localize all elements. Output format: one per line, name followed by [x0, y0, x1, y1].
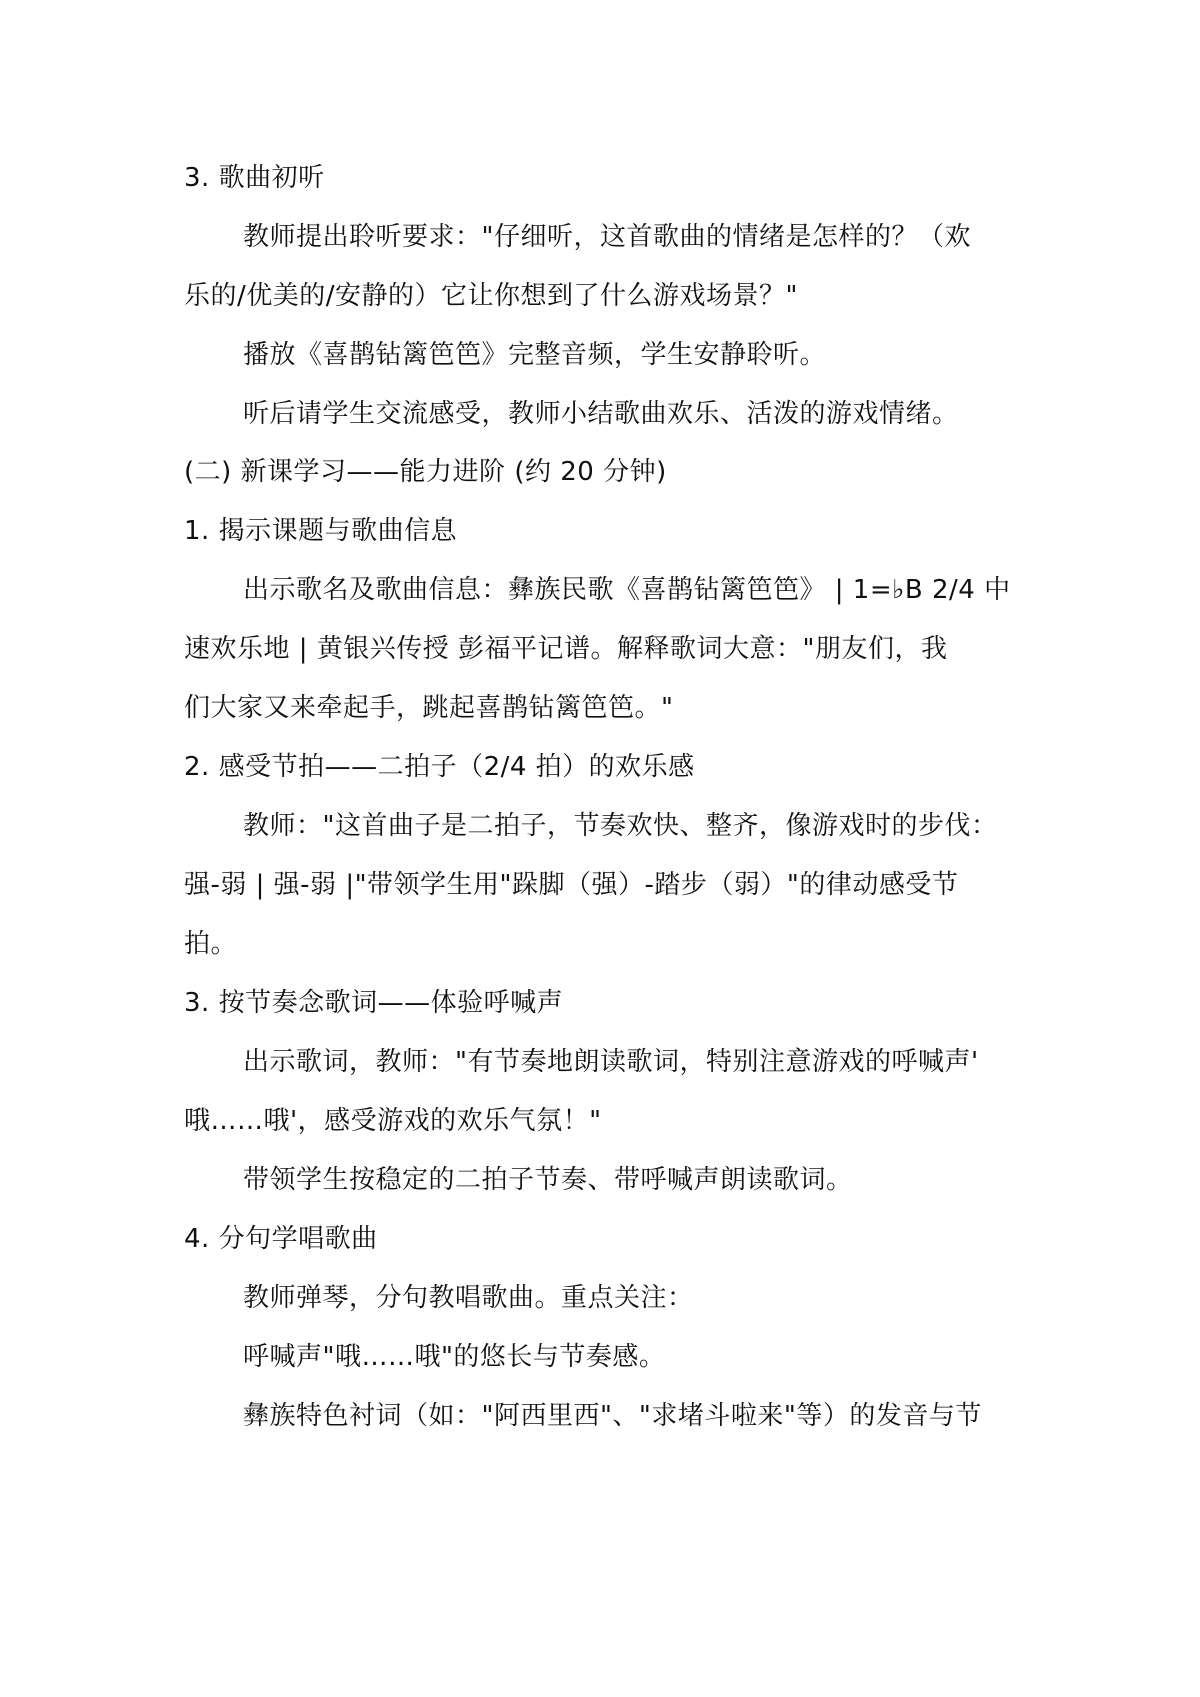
paragraph-line	[0, 1278, 1200, 1318]
heading-line	[0, 511, 1200, 551]
paragraph-line	[0, 688, 1200, 728]
paragraph-line	[0, 806, 1200, 846]
line-text: 出示歌词，教师："有节奏地朗读歌词，特别注意游戏的呼喊声'	[243, 1047, 979, 1077]
paragraph-line	[0, 865, 1200, 905]
line-text: 拍。	[184, 929, 238, 959]
paragraph-line	[0, 1160, 1200, 1200]
paragraph-line	[0, 394, 1200, 434]
line-text: 彝族特色衬词（如："阿西里西"、"求堵斗啦来"等）的发音与节	[243, 1401, 982, 1431]
line-text: 听后请学生交流感受，教师小结歌曲欢乐、活泼的游戏情绪。	[243, 399, 959, 429]
paragraph-line	[0, 1396, 1200, 1436]
paragraph-line	[0, 217, 1200, 257]
line-text: 呼喊声"哦……哦"的悠长与节奏感。	[243, 1342, 666, 1372]
line-text: (二) 新课学习——能力进阶 (约 20 分钟)	[184, 457, 667, 487]
line-text: 教师提出聆听要求："仔细听，这首歌曲的情绪是怎样的？（欢	[243, 222, 971, 252]
line-text: 速欢乐地 | 黄银兴传授 彭福平记谱。解释歌词大意："朋友们，我	[184, 634, 948, 664]
paragraph-line	[0, 335, 1200, 375]
line-text: 们大家又来牵起手，跳起喜鹊钻篱笆笆。"	[184, 693, 674, 723]
line-text: 强-弱 | 强-弱 |"带领学生用"跺脚（强）-踏步（弱）"的律动感受节	[184, 870, 959, 900]
paragraph-line	[0, 924, 1200, 964]
heading-line	[0, 158, 1200, 198]
paragraph-line	[0, 1101, 1200, 1141]
line-text: 出示歌名及歌曲信息：彝族民歌《喜鹊钻篱笆笆》 | 1=♭B 2/4 中	[243, 575, 1011, 605]
heading-line	[0, 452, 1200, 492]
line-text: 教师："这首曲子是二拍子，节奏欢快、整齐，像游戏时的步伐：	[243, 811, 998, 841]
heading-line	[0, 1219, 1200, 1259]
line-text: 教师弹琴，分句教唱歌曲。重点关注：	[243, 1283, 694, 1313]
paragraph-line	[0, 276, 1200, 316]
paragraph-line	[0, 570, 1200, 610]
line-text: 乐的/优美的/安静的）它让你想到了什么游戏场景？"	[184, 281, 798, 311]
heading-line	[0, 983, 1200, 1023]
line-text: 3. 歌曲初听	[184, 163, 325, 193]
line-text: 带领学生按稳定的二拍子节奏、带呼喊声朗读歌词。	[243, 1165, 853, 1195]
line-text: 哦……哦'，感受游戏的欢乐气氛！"	[184, 1106, 602, 1136]
line-text: 2. 感受节拍——二拍子（2/4 拍）的欢乐感	[184, 752, 695, 782]
paragraph-line	[0, 1042, 1200, 1082]
line-text: 4. 分句学唱歌曲	[184, 1224, 378, 1254]
line-text: 3. 按节奏念歌词——体验呼喊声	[184, 988, 564, 1018]
paragraph-line	[0, 629, 1200, 669]
line-text: 播放《喜鹊钻篱笆笆》完整音频，学生安静聆听。	[243, 340, 827, 370]
heading-line	[0, 747, 1200, 787]
line-text: 1. 揭示课题与歌曲信息	[184, 516, 458, 546]
paragraph-line	[0, 1337, 1200, 1377]
